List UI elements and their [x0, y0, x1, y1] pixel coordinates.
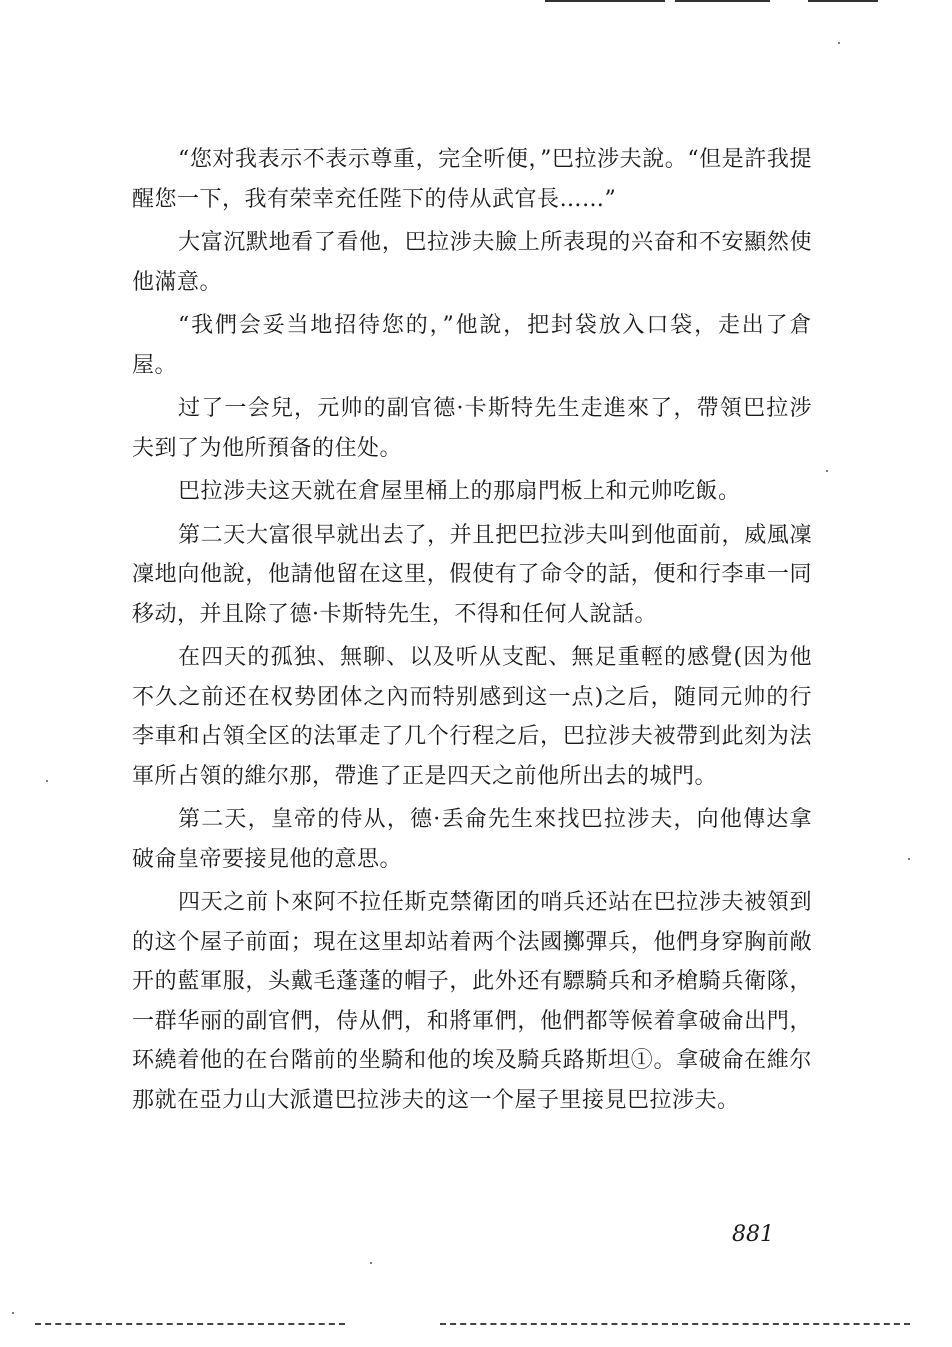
paragraph: 巴拉涉夫这天就在倉屋里桶上的那扇門板上和元帅吃飯。	[178, 479, 741, 504]
paragraph: 大富沉默地看了看他，巴拉涉夫臉上所表現的兴奋和不安顯然使他滿意。	[132, 230, 812, 295]
body-text	[132, 140, 812, 1124]
top-rule	[545, 0, 665, 2]
bottom-rule	[440, 1323, 910, 1327]
paragraph: 第二天大富很早就出去了，并且把巴拉涉夫叫到他面前，威風凜凜地向他說，他請他留在这里，假使有了命令的話，便和行李車一同移动，并且除了德·卡斯特先生，不得和任何人說話。	[132, 522, 812, 627]
page-number: 881	[732, 1222, 774, 1247]
paragraph: 第二天，皇帝的侍从，德·丢侖先生來找巴拉涉夫，向他傳达拿破侖皇帝要接見他的意思。	[132, 807, 812, 872]
paragraph: 四天之前卜來阿不拉任斯克禁衛团的哨兵还站在巴拉涉夫被領到的这个屋子前面；現在这里却站着两个法國擲彈兵，他們身穿胸前敞开的藍軍服，头戴毛蓬蓬的帽子，此外还有驃騎兵和矛槍騎兵衛隊，一群华丽的副官們，侍从們，和將軍們，他們都等候着拿破侖出門，环繞着他的在台階前的坐騎和他的埃及騎兵路斯坦①。拿破侖在維尔那就在亞力山大派遣巴拉涉夫的这一个屋子里接見巴拉涉夫。	[132, 890, 812, 1113]
top-rule	[808, 0, 878, 2]
paragraph: “您对我表示不表示尊重，完全听便，”巴拉涉夫說。“但是許我提醒您一下，我有荣幸充任陛下的侍从武官長……”	[132, 147, 812, 212]
scan-speck	[370, 1262, 372, 1264]
paragraph: 在四天的孤独、無聊、以及听从支配、無足重輕的感覺(因为他不久之前还在权势团体之內而特别感到这一点)之后，随同元帅的行李車和占領全区的法軍走了几个行程之后，巴拉涉夫被帶到此刻为法軍所占領的維尔那，帶進了正是四天之前他所出去的城門。	[132, 645, 812, 789]
scan-speck	[12, 1312, 14, 1314]
bottom-rule	[35, 1323, 345, 1327]
top-rule	[675, 0, 770, 2]
paragraph: 过了一会兒，元帅的副官德·卡斯特先生走進來了，帶領巴拉涉夫到了为他所預备的住处。	[132, 396, 812, 461]
scan-speck	[908, 858, 910, 860]
scan-speck	[826, 470, 828, 472]
scan-speck	[838, 42, 840, 44]
scan-speck	[46, 780, 48, 782]
paragraph: “我們会妥当地招待您的，”他說，把封袋放入口袋，走出了倉屋。	[132, 313, 812, 378]
